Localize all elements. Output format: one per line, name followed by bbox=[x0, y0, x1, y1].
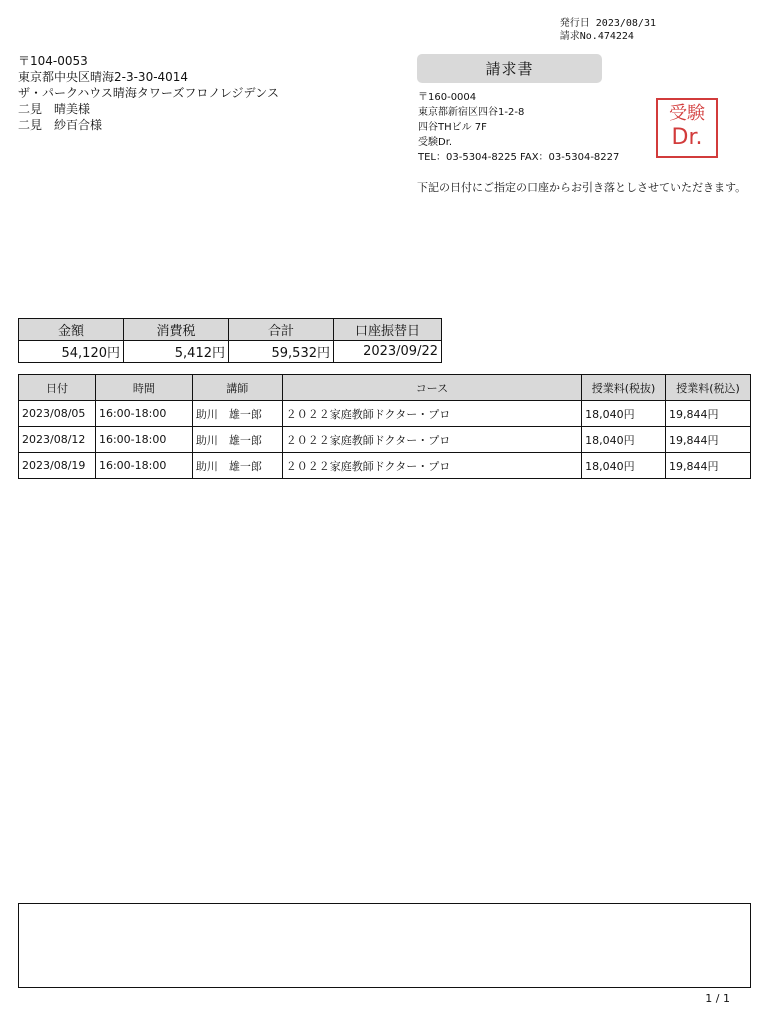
lesson-teacher: 助川 雄一郎 bbox=[192, 453, 282, 479]
sender-contact: TEL：03-5304-8225 FAX：03-5304-8227 bbox=[418, 152, 620, 163]
lesson-fee-excl: 18,040円 bbox=[582, 453, 666, 479]
sender-address bbox=[418, 90, 619, 165]
recipient-building: ザ・パークハウス晴海タワーズフロノレジデンス bbox=[18, 86, 279, 100]
col-fee-incl: 授業料(税込) bbox=[666, 375, 751, 401]
invoice-meta bbox=[560, 17, 656, 43]
invoice-number-line bbox=[560, 30, 656, 43]
sender-company: 受験Dr. bbox=[418, 137, 453, 148]
stamp-line-2: Dr. bbox=[671, 125, 703, 150]
recipient-address-line: 東京都中央区晴海2-3-30-4014 bbox=[18, 70, 189, 84]
summary-tax: 5,412円 bbox=[124, 341, 229, 363]
recipient-name-1: 二見 晴美様 bbox=[18, 102, 91, 116]
table-row bbox=[19, 427, 751, 453]
lessons-header-row bbox=[19, 375, 751, 401]
recipient-postal: 〒104-0053 bbox=[18, 54, 88, 68]
recipient-address bbox=[18, 53, 279, 133]
summary-amount: 54,120円 bbox=[19, 341, 124, 363]
table-row bbox=[19, 401, 751, 427]
summary-header-total: 合計 bbox=[229, 319, 334, 341]
lesson-fee-incl: 19,844円 bbox=[666, 401, 751, 427]
lesson-fee-incl: 19,844円 bbox=[666, 427, 751, 453]
remarks-box bbox=[18, 903, 751, 988]
col-teacher: 講師 bbox=[192, 375, 282, 401]
lesson-time: 16:00-18:00 bbox=[95, 427, 192, 453]
summary-header-tax: 消費税 bbox=[124, 319, 229, 341]
summary-header-row bbox=[19, 319, 442, 341]
lesson-date: 2023/08/19 bbox=[19, 453, 96, 479]
payment-notice: 下記の日付にご指定の口座からお引き落としさせていただきます。 bbox=[417, 181, 747, 194]
lesson-fee-incl: 19,844円 bbox=[666, 453, 751, 479]
document-title: 請求書 bbox=[417, 54, 602, 83]
summary-debit-date: 2023/09/22 bbox=[334, 341, 442, 363]
issue-date: 2023/08/31 bbox=[595, 18, 656, 29]
col-fee-excl: 授業料(税抜) bbox=[582, 375, 666, 401]
col-course: コース bbox=[282, 375, 581, 401]
sender-postal: 〒160-0004 bbox=[418, 92, 477, 103]
invoice-no-label: 請求No. bbox=[559, 31, 598, 42]
lesson-teacher: 助川 雄一郎 bbox=[192, 427, 282, 453]
lesson-course: ２０２２家庭教師ドクター・プロ bbox=[282, 427, 581, 453]
company-stamp bbox=[656, 98, 718, 158]
sender-building: 四谷THビル 7F bbox=[418, 122, 487, 133]
lesson-date: 2023/08/12 bbox=[19, 427, 96, 453]
sender-address-line: 東京都新宿区四谷1-2-8 bbox=[418, 107, 525, 118]
lesson-time: 16:00-18:00 bbox=[95, 453, 192, 479]
summary-header-debit-date: 口座振替日 bbox=[334, 319, 442, 341]
lesson-course: ２０２２家庭教師ドクター・プロ bbox=[282, 453, 581, 479]
lesson-date: 2023/08/05 bbox=[19, 401, 96, 427]
recipient-name-2: 二見 紗百合様 bbox=[18, 118, 103, 132]
issue-date-label: 発行日 bbox=[559, 18, 590, 29]
lesson-time: 16:00-18:00 bbox=[95, 401, 192, 427]
lesson-fee-excl: 18,040円 bbox=[582, 401, 666, 427]
lesson-course: ２０２２家庭教師ドクター・プロ bbox=[282, 401, 581, 427]
summary-value-row bbox=[19, 341, 442, 363]
summary-table bbox=[18, 318, 442, 363]
col-date: 日付 bbox=[19, 375, 96, 401]
col-time: 時間 bbox=[95, 375, 192, 401]
stamp-line-1: 受験 bbox=[669, 103, 705, 124]
summary-header-amount: 金額 bbox=[19, 319, 124, 341]
summary-total: 59,532円 bbox=[229, 341, 334, 363]
lesson-teacher: 助川 雄一郎 bbox=[192, 401, 282, 427]
table-row bbox=[19, 453, 751, 479]
lessons-table bbox=[18, 374, 751, 479]
issue-date-line bbox=[560, 17, 656, 30]
invoice-no: 474224 bbox=[597, 31, 634, 42]
page-number: 1 / 1 bbox=[705, 992, 730, 1005]
lesson-fee-excl: 18,040円 bbox=[582, 427, 666, 453]
